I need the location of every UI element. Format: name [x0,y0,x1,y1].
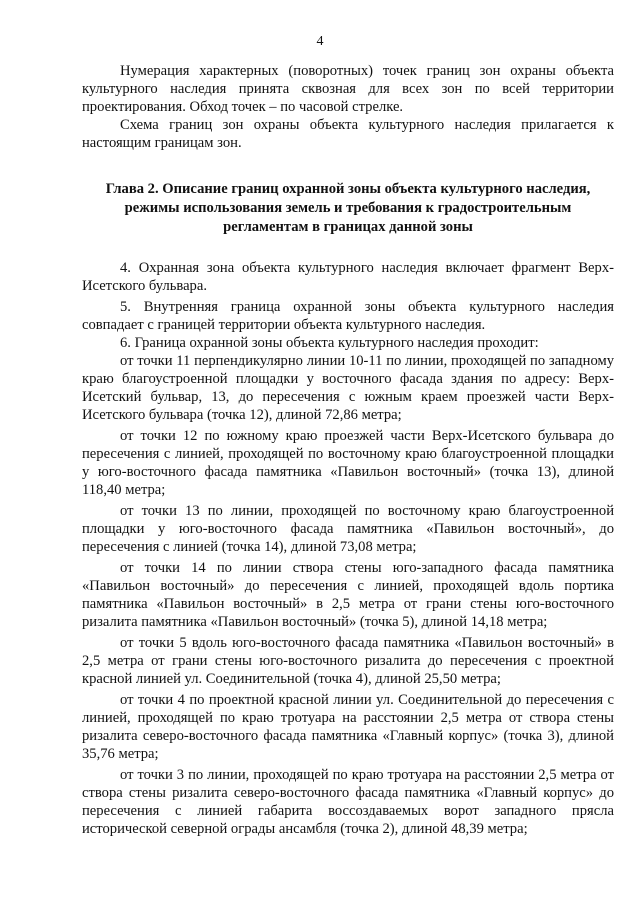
boundary-segment: от точки 14 по линии створа стены юго-западного фасада памятника «Павильон восточный» до пересечения с линией, проходящей вдоль портика памятника «Павильон восточный» в 2,5 метра от грани стены юго-восточного ризалита памятника «Павильон восточный» (точка 5), длиной 14,18 метра; [82,560,614,630]
intro-paragraph: Нумерация характерных (поворотных) точек границ зон охраны объекта культурного наследия принята сквозная для всех зон по всей территории проектирования. Обход точек – по часовой стрелке. [82,63,614,115]
boundary-segment: от точки 12 по южному краю проезжей части Верх-Исетского бульвара до пересечения с линией, проходящей по восточному краю благоустроенной площадки у юго-восточного фасада памятника «Павильон восточный» (точка 13), длиной 118,40 метра; [82,428,614,498]
numbered-item: 4. Охранная зона объекта культурного наследия включает фрагмент Верх-Исетского бульвара. [82,260,614,294]
document-body [82,62,614,838]
boundary-segment: от точки 5 вдоль юго-восточного фасада памятника «Павильон восточный» в 2,5 метра от грани стены юго-восточного ризалита до пересечения с проектной красной линией ул. Соединительной (точка 4), длиной 25,50 метра; [82,635,614,687]
intro-paragraph: Схема границ зон охраны объекта культурного наследия прилагается к настоящим границам зон. [82,117,614,151]
boundary-segment: от точки 11 перпендикулярно линии 10-11 по линии, проходящей по западному краю благоустроенной площадки у восточного фасада здания по адресу: Верх-Исетский бульвар, 13, до пересечения с южным краем проезжей части Верх-Исетского бульвара (точка 12), длиной 72,86 метра; [82,353,614,423]
chapter-heading: Глава 2. Описание границ охранной зоны объекта культурного наследия, режимы использования земель и требования к градостроительным регламентам в границах данной зоны [105,181,591,235]
boundary-segment: от точки 13 по линии, проходящей по восточному краю благоустроенной площадки у юго-восточного фасада памятника «Павильон восточный», до пересечения с линией (точка 14), длиной 73,08 метра; [82,503,614,555]
boundary-segment: от точки 4 по проектной красной линии ул. Соединительной до пересечения с линией, проходящей по краю тротуара на расстоянии 2,5 метра от створа стены ризалита северо-восточного фасада памятника «Главный корпус» (точка 3), длиной 35,76 метра; [82,692,614,762]
numbered-item: 5. Внутренняя граница охранной зоны объекта культурного наследия совпадает с границей территории объекта культурного наследия. [82,299,614,333]
boundary-segment: от точки 3 по линии, проходящей по краю тротуара на расстоянии 2,5 метра от створа стены ризалита северо-восточного фасада памятника «Главный корпус» до пересечения с линией габарита воссоздаваемых ворот западного прясла исторической северной ограды ансамбля (точка 2), длиной 48,39 метра; [82,767,614,837]
numbered-item: 6. Граница охранной зоны объекта культурного наследия проходит: [120,335,539,351]
page-number: 4 [316,34,324,49]
